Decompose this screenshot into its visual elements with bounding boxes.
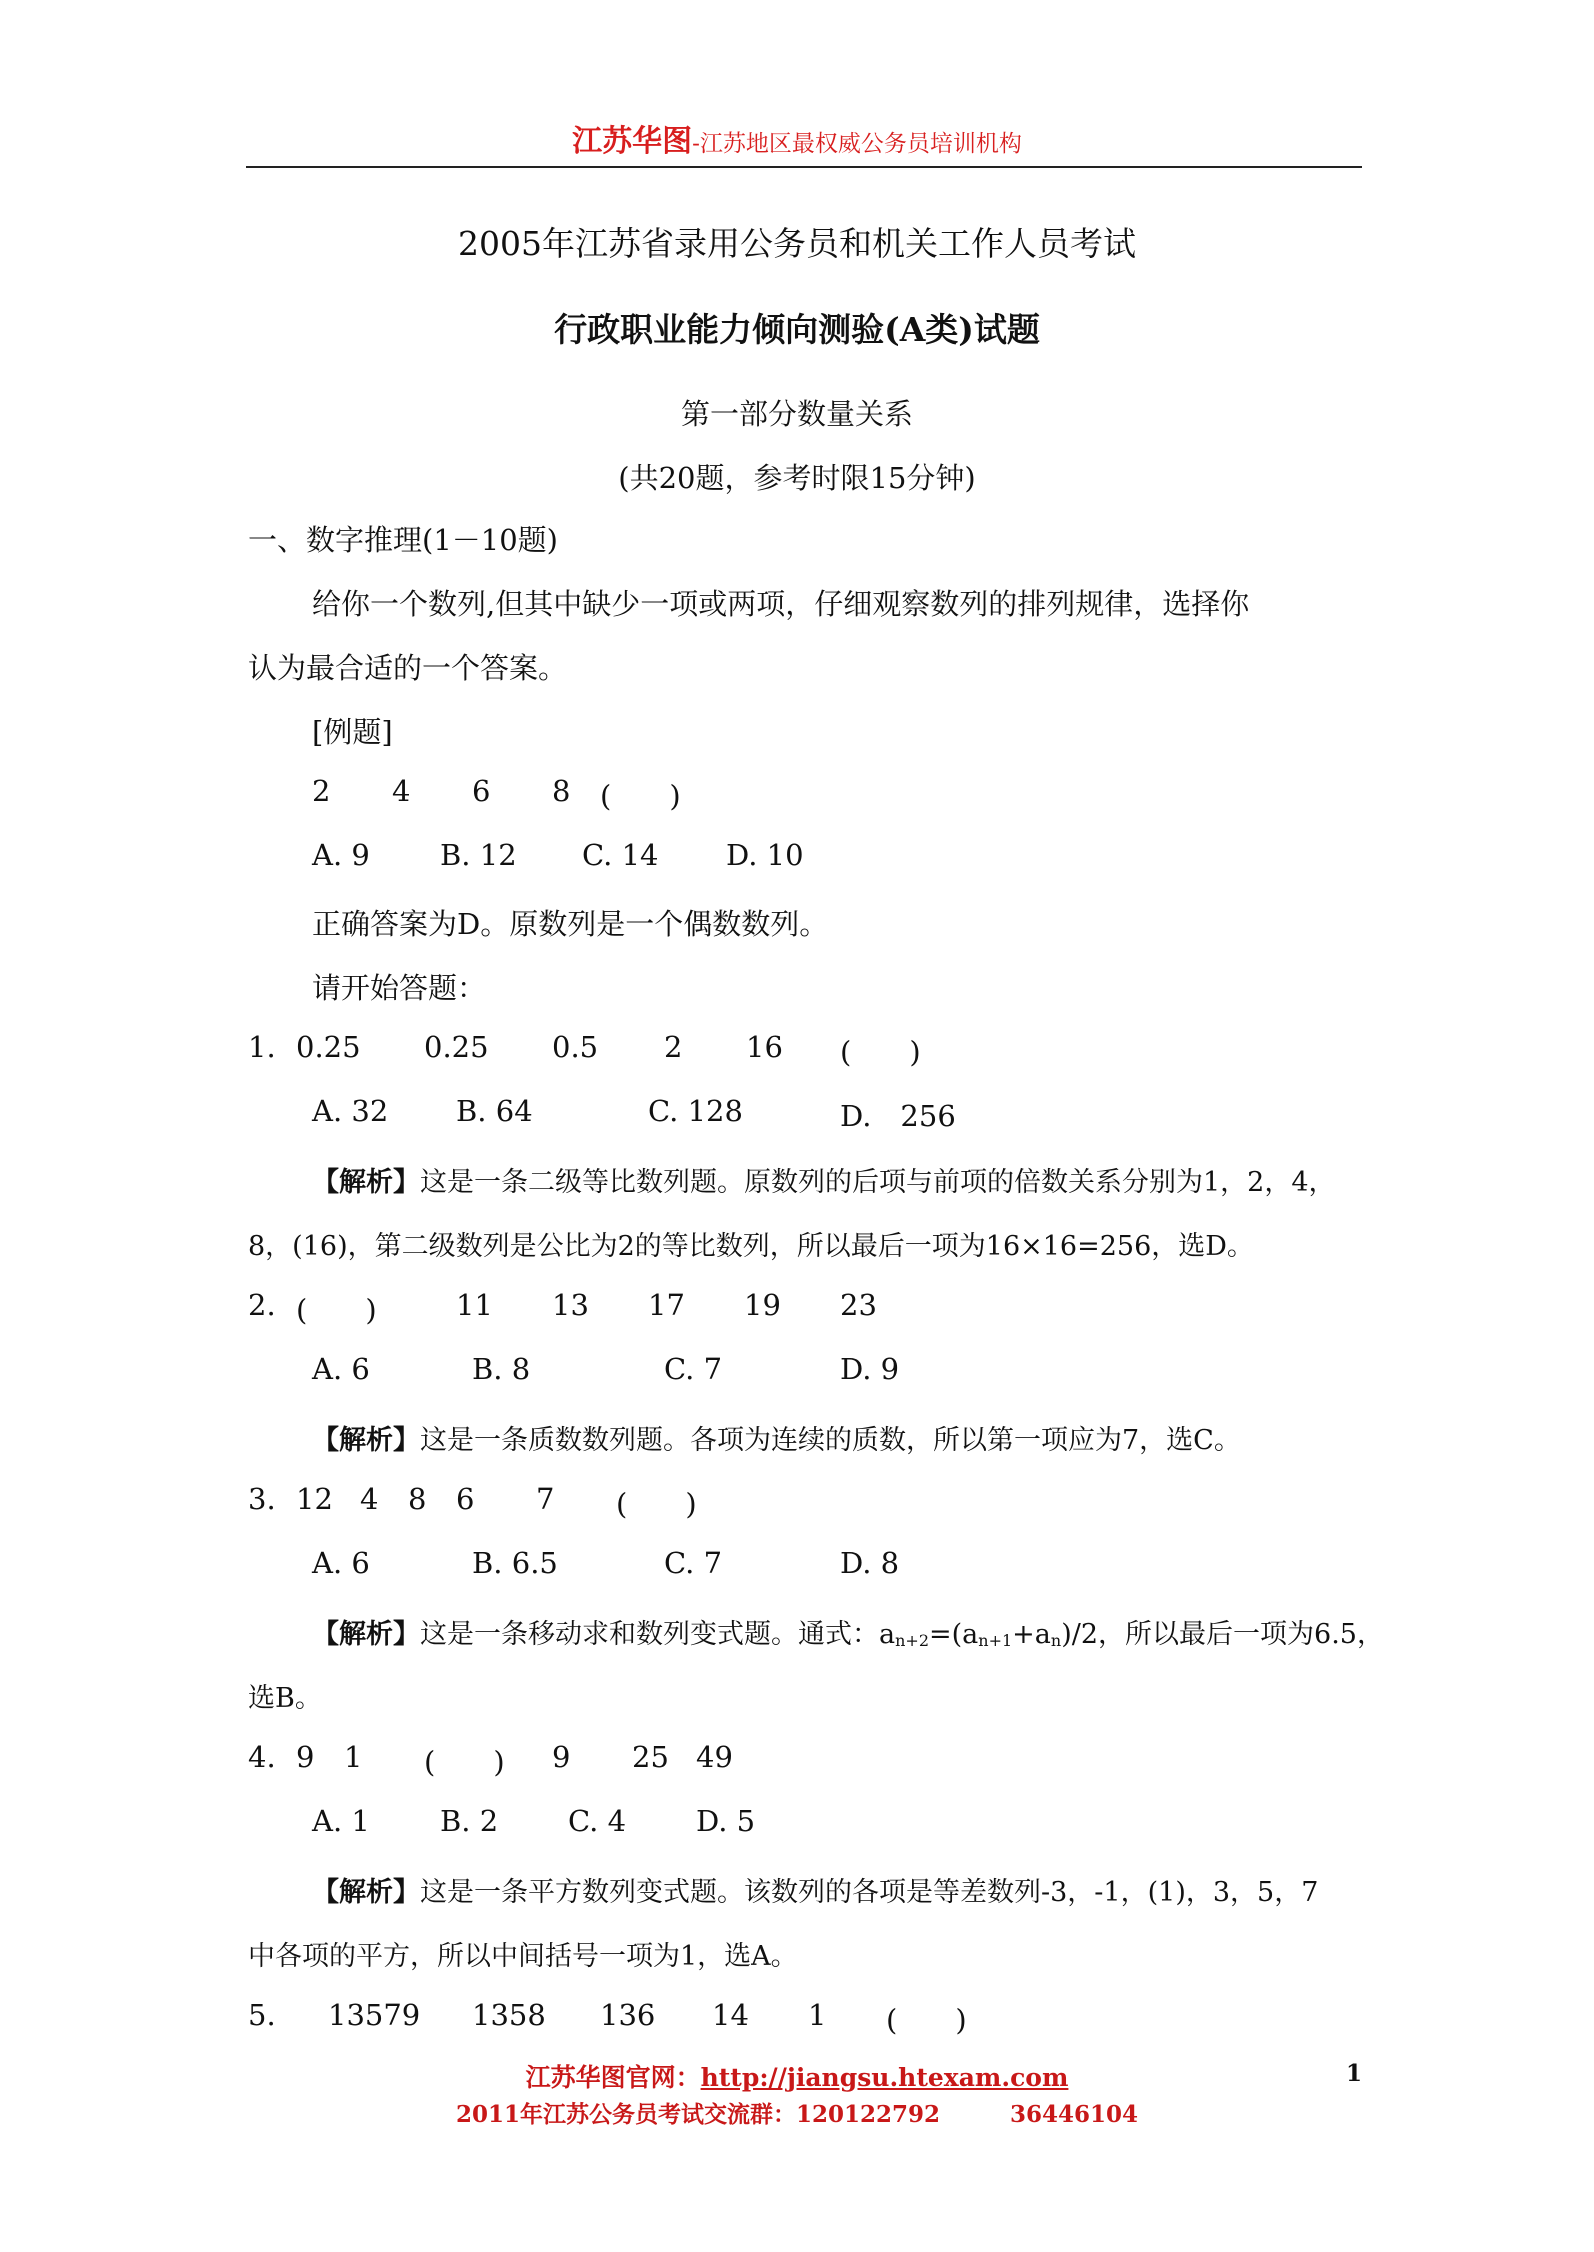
footer-site-link[interactable]: http://jiangsu.htexam.com [700,2063,1069,2092]
footer-group-label: 2011年江苏公务员考试交流群： [455,2101,796,2128]
question-seq-blank: ( ) [840,1035,921,1069]
question-option: D. 5 [696,1804,756,1838]
question-option: A. 6 [312,1546,370,1580]
formula-subscript: n+1 [978,1631,1013,1650]
section-name: 第一部分数量关系 [680,397,913,431]
example-seq-item: 4 [392,774,411,808]
doc-title-2: 行政职业能力倾向测验(A类)试题 [554,310,1040,349]
analysis-text: 选B。 [248,1683,322,1714]
question-seq-item: 0.25 [296,1030,361,1064]
question-option: A. 32 [312,1094,389,1128]
page-header [0,122,1594,166]
doc-title-1: 2005年江苏省录用公务员和机关工作人员考试 [458,224,1136,263]
question-seq-item: 0.5 [552,1030,599,1064]
question-seq-item: 9 [296,1740,315,1774]
analysis-text: 这是一条平方数列变式题。该数列的各项是等差数列-3，-1，(1)，3，5，7 [420,1877,1319,1908]
question-option: C. 4 [568,1804,627,1838]
analysis-tag: 【解析】 [312,1877,420,1908]
question-seq-item: 49 [696,1740,733,1774]
start-prompt: 请开始答题： [312,971,487,1005]
question-seq-item: 23 [840,1288,877,1322]
question-option: D. 8 [840,1546,900,1580]
analysis-tag: 【解析】 [312,1619,420,1650]
analysis-text: 这是一条二级等比数列题。原数列的后项与前项的倍数关系分别为1，2，4， [420,1167,1336,1198]
header-slogan: -江苏地区最权威公务员培训机构 [692,131,1022,157]
analysis-tag: 【解析】 [312,1425,420,1456]
question-analysis [312,1870,1318,1909]
question-seq-blank: ( ) [886,2003,967,2037]
question-seq-item: 8 [408,1482,427,1516]
question-seq-item: 0.25 [424,1030,489,1064]
question-option: B. 6.5 [472,1546,558,1580]
question-number: 1. [248,1030,276,1064]
example-option: B. 12 [440,838,517,872]
footer-group [0,2096,1594,2129]
question-option: D. 9 [840,1352,900,1386]
analysis-text: 8，(16)，第二级数列是公比为2的等比数列，所以最后一项为16×16=256，选D。 [248,1231,1254,1262]
formula-subscript: n [1050,1631,1062,1650]
example-seq-item: 2 [312,774,331,808]
footer-site-label: 江苏华图官网： [525,2063,701,2092]
question-seq-item: 1358 [472,1998,546,2032]
question-seq-item: 19 [744,1288,781,1322]
question-option: A. 6 [312,1352,370,1386]
example-option: D. 10 [726,838,804,872]
question-analysis [312,1612,1384,1651]
section-note: (共20题，参考时限15分钟) [618,461,976,495]
question-seq-blank: ( ) [424,1745,505,1779]
question-number: 4. [248,1740,276,1774]
question-seq-item: 1 [344,1740,363,1774]
question-seq-item: 12 [296,1482,333,1516]
question-option: C. 7 [664,1546,723,1580]
analysis-tag: 【解析】 [312,1167,420,1198]
question-seq-item: 11 [456,1288,493,1322]
example-seq-item: 6 [472,774,491,808]
question-number: 2. [248,1288,276,1322]
question-analysis [312,1418,1241,1457]
example-option: C. 14 [582,838,659,872]
question-seq-item: 25 [632,1740,669,1774]
question-option: B. 64 [456,1094,533,1128]
analysis-text: 这是一条质数数列题。各项为连续的质数，所以第一项应为7，选C。 [420,1425,1241,1456]
footer-group-number: 120122792 [795,2101,940,2128]
analysis-text: +a [1012,1619,1051,1650]
question-seq-item: 13 [552,1288,589,1322]
question-seq-item: 2 [664,1030,683,1064]
question-option: B. 2 [440,1804,499,1838]
question-seq-item: 16 [746,1030,783,1064]
example-label: [例题] [312,715,393,749]
example-answer: 正确答案为D。原数列是一个偶数数列。 [312,907,829,941]
question-option: D. 256 [840,1099,956,1133]
question-seq-item: 7 [536,1482,555,1516]
question-analysis [312,1160,1336,1199]
analysis-text: =(a [929,1619,979,1650]
question-number: 5. [248,1998,276,2032]
question-option: C. 7 [664,1352,723,1386]
question-seq-item: 14 [712,1998,749,2032]
example-seq-blank: ( ) [600,779,681,813]
header-brand: 江苏华图 [572,124,693,159]
example-seq-item: 8 [552,774,571,808]
question-seq-blank: ( ) [616,1487,697,1521]
question-seq-item: 1 [808,1998,827,2032]
analysis-text: )/2，所以最后一项为6.5， [1061,1619,1384,1650]
question-seq-item: 136 [600,1998,656,2032]
question-seq-item: 4 [360,1482,379,1516]
header-divider [246,166,1362,168]
part1-intro-1: 给你一个数列,但其中缺少一项或两项，仔细观察数列的排列规律，选择你 [312,587,1250,621]
part1-intro-2: 认为最合适的一个答案。 [248,651,568,685]
formula-subscript: n+2 [895,1631,929,1650]
question-option: A. 1 [312,1804,370,1838]
question-option: C. 128 [648,1094,743,1128]
question-seq-item: 9 [552,1740,571,1774]
question-seq-item: 6 [456,1482,475,1516]
footer-group-number: 36446104 [1010,2101,1139,2128]
analysis-text: 中各项的平方，所以中间括号一项为1，选A。 [248,1941,798,1972]
question-number: 3. [248,1482,276,1516]
question-seq-item: 17 [648,1288,685,1322]
example-option: A. 9 [312,838,370,872]
question-seq-item: 13579 [328,1998,421,2032]
part1-heading: 一、数字推理(1－10题) [248,523,558,557]
analysis-text: 这是一条移动求和数列变式题。通式：a [420,1619,896,1650]
question-option: B. 8 [472,1352,531,1386]
page-number: 1 [1346,2060,1363,2087]
question-seq-blank: ( ) [296,1293,377,1327]
